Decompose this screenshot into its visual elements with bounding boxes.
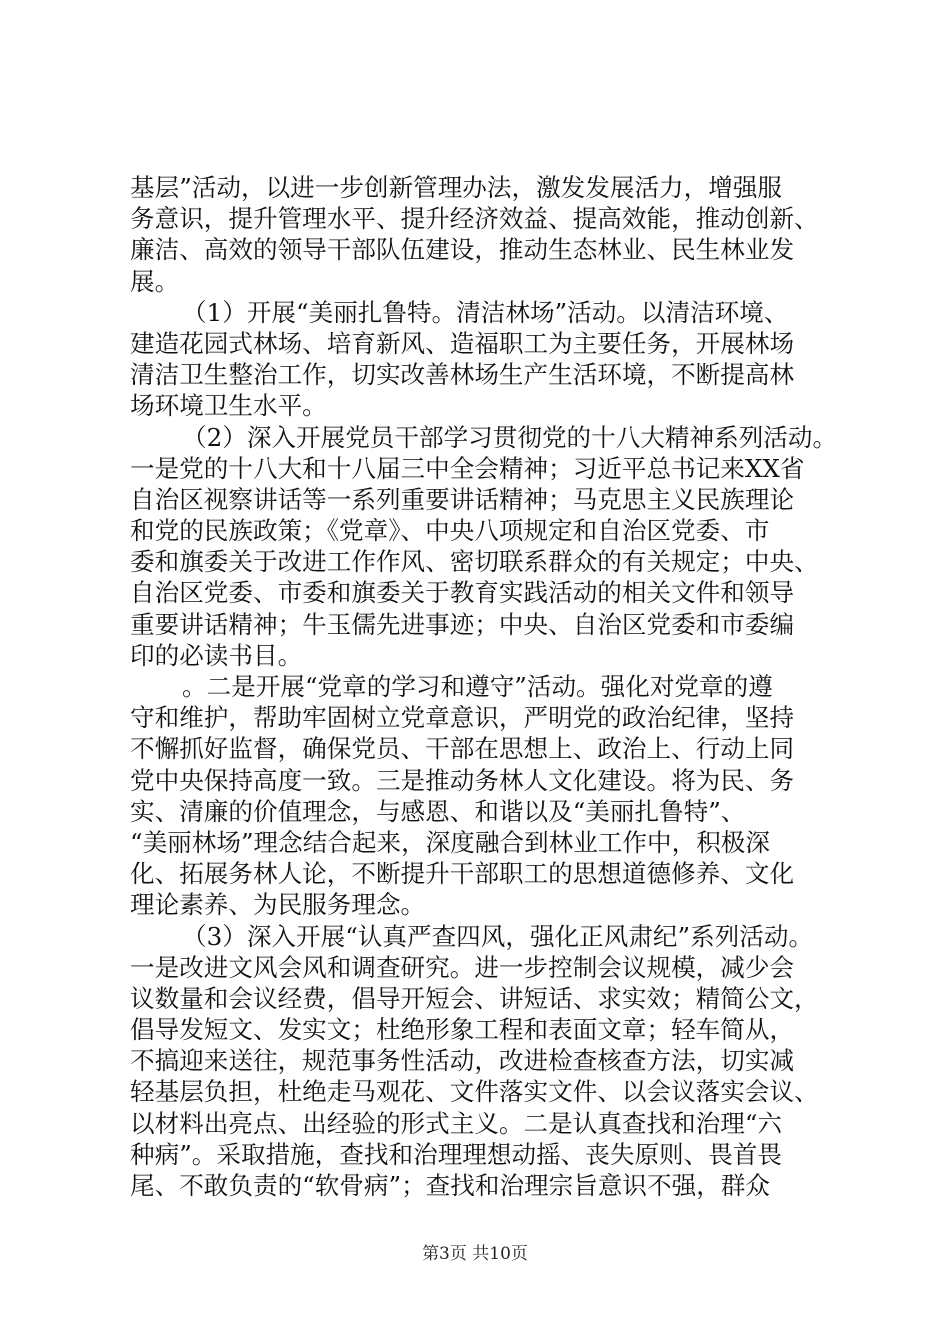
body-text [130, 172, 838, 1201]
text-line: 守和维护，帮助牢固树立党章意识，严明党的政治纪律，坚持 [130, 703, 795, 733]
text-line: 建造花园式林场、培育新风、造福职工为主要任务，开展林场 [130, 328, 795, 358]
text-line: 自治区党委、市委和旗委关于教育实践活动的相关文件和领导 [130, 578, 795, 608]
text-line: 倡导发短文、发实文；杜绝形象工程和表面文章；轻车简从， [130, 1015, 795, 1045]
text-line: 种病”。采取措施，查找和治理理想动摇、丧失原则、畏首畏 [130, 1139, 783, 1169]
text-line: 不懈抓好监督，确保党员、干部在思想上、政治上、行动上同 [130, 734, 795, 764]
text-line: 重要讲话精神；牛玉儒先进事迹；中央、自治区党委和市委编 [130, 609, 795, 639]
paragraph-start-line: 。二是开展“党章的学习和遵守”活动。强化对党章的遵 [182, 672, 773, 701]
text-line: 实、清廉的价值理念，与感恩、和谐以及“美丽扎鲁特”、 [130, 796, 746, 826]
page-footer [0, 1242, 950, 1266]
text-line: 不搞迎来送往，规范事务性活动，改进检查核查方法，切实减 [130, 1046, 795, 1076]
text-line: 一是党的十八大和十八届三中全会精神；习近平总书记来XX省 [130, 453, 805, 483]
text-line: 清洁卫生整治工作，切实改善林场生产生活环境，不断提高林 [130, 360, 795, 390]
text-line: 场环境卫生水平。 [130, 391, 327, 421]
text-line: 轻基层负担，杜绝走马观花、文件落实文件、以会议落实会议、 [130, 1077, 819, 1107]
text-line: 廉洁、高效的领导干部队伍建设，推动生态林业、民生林业发 [130, 235, 795, 265]
text-line: 和党的民族政策；《党章》、中央八项规定和自治区党委、市 [130, 516, 770, 546]
page-number: 第3页 共10页 [422, 1244, 528, 1264]
text-line: 以材料出亮点、出经验的形式主义。二是认真查找和治理“六 [130, 1108, 783, 1138]
paragraph-start-line: （1）开展“美丽扎鲁特。清洁林场”活动。以清洁环境、 [182, 297, 789, 327]
text-line: 务意识，提升管理水平、提升经济效益、提高效能，推动创新、 [130, 204, 819, 234]
text-line: “美丽林场”理念结合起来，深度融合到林业工作中，积极深 [130, 827, 770, 857]
text-line: 化、拓展务林人论，不断提升干部职工的思想道德修养、文化 [130, 859, 795, 889]
text-line: 委和旗委关于改进工作作风、密切联系群众的有关规定；中央、 [130, 547, 819, 577]
text-line: 一是改进文风会风和调查研究。进一步控制会议规模，减少会 [130, 952, 795, 982]
text-line: 展。 [130, 266, 180, 296]
text-line: 理论素养、为民服务理念。 [130, 890, 426, 920]
text-line: 自治区视察讲话等一系列重要讲话精神；马克思主义民族理论 [130, 484, 795, 514]
text-line: 尾、不敢负责的“软骨病”；查找和治理宗旨意识不强，群众 [130, 1171, 770, 1200]
paragraph-start-line: （2）深入开展党员干部学习贯彻党的十八大精神系列活动。 [182, 422, 838, 452]
text-line: 印的必读书目。 [130, 640, 303, 670]
paragraph-start-line: （3）深入开展“认真严查四风，强化正风肃纪”系列活动。 [182, 921, 814, 951]
text-line: 议数量和会议经费，倡导开短会、讲短话、求实效；精简公文， [130, 983, 819, 1013]
text-line: 基层”活动，以进一步创新管理办法，激发发展活力，增强服 [130, 173, 783, 202]
text-line: 党中央保持高度一致。三是推动务林人文化建设。将为民、务 [130, 765, 795, 795]
